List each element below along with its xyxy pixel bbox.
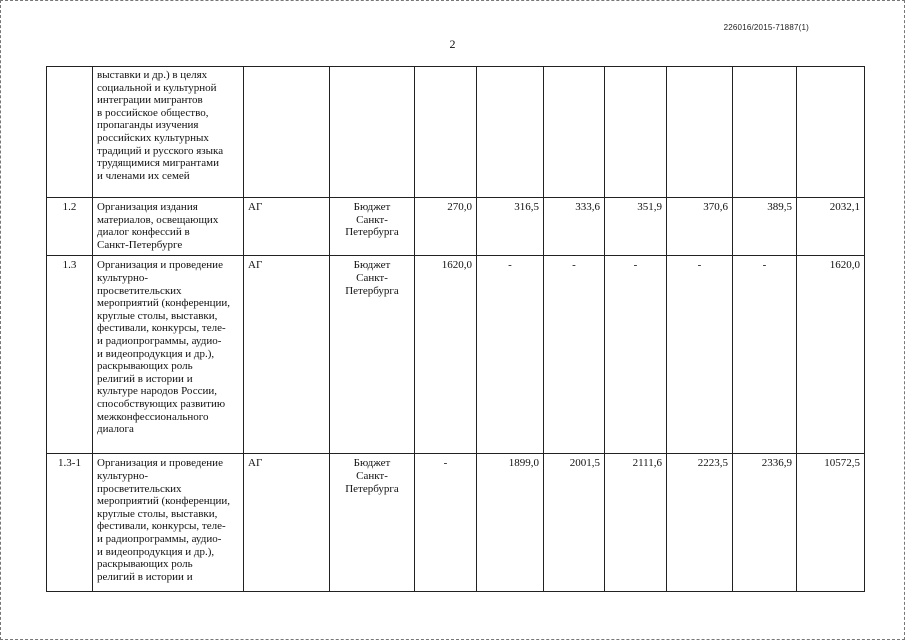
value-year-5: -	[667, 256, 733, 454]
value-year-3: -	[544, 256, 605, 454]
table-row	[47, 67, 865, 198]
value-total: 2032,1	[797, 198, 865, 256]
value-year-5	[667, 67, 733, 198]
item-description: Организация и проведение культурно- просветительских мероприятий (конференции, круглые столы, выставки, фестивали, конкурсы, теле- и радиопрограммы, аудио- и видеопродукция и др.), раскрывающих роль религий в истории и	[93, 454, 244, 592]
item-description: Организация издания материалов, освещающих диалог конфессий в Санкт-Петербурге	[93, 198, 244, 256]
value-year-5: 2223,5	[667, 454, 733, 592]
value-year-6	[733, 67, 797, 198]
item-number	[47, 67, 93, 198]
item-number: 1.3-1	[47, 454, 93, 592]
value-year-2	[477, 67, 544, 198]
item-description: выставки и др.) в целях социальной и культурной интеграции мигрантов в российское общество, пропаганды изучения российских культурных традиций и русского языка трудящимися мигрантами и членами их семей	[93, 67, 244, 198]
value-year-4: 2111,6	[605, 454, 667, 592]
value-year-1: -	[415, 454, 477, 592]
value-year-3: 333,6	[544, 198, 605, 256]
item-funding-source: Бюджет Санкт- Петербурга	[330, 198, 415, 256]
value-total	[797, 67, 865, 198]
value-year-2: 1899,0	[477, 454, 544, 592]
value-year-4: 351,9	[605, 198, 667, 256]
value-year-4: -	[605, 256, 667, 454]
item-funding-source: Бюджет Санкт- Петербурга	[330, 454, 415, 592]
page-number: 2	[449, 37, 456, 51]
table-row	[47, 454, 865, 592]
value-year-6: -	[733, 256, 797, 454]
value-year-2: -	[477, 256, 544, 454]
value-year-1	[415, 67, 477, 198]
value-year-2: 316,5	[477, 198, 544, 256]
document-id: 226016/2015-71887(1)	[723, 23, 809, 32]
table-row	[47, 256, 865, 454]
item-number: 1.3	[47, 256, 93, 454]
item-executor	[244, 67, 330, 198]
value-year-6: 389,5	[733, 198, 797, 256]
item-executor: АГ	[244, 454, 330, 592]
item-description: Организация и проведение культурно- просветительских мероприятий (конференции, круглые столы, выставки, фестивали, конкурсы, теле- и радиопрограммы, аудио- и видеопродукция и др.), раскрывающих роль религий в истории и культуре народов России, способствующих развитию межконфессионального диалога	[93, 256, 244, 454]
program-table	[46, 66, 865, 592]
value-year-5: 370,6	[667, 198, 733, 256]
value-year-3: 2001,5	[544, 454, 605, 592]
item-funding-source	[330, 67, 415, 198]
item-number: 1.2	[47, 198, 93, 256]
value-year-1: 1620,0	[415, 256, 477, 454]
table-row	[47, 198, 865, 256]
item-executor: АГ	[244, 256, 330, 454]
value-year-6: 2336,9	[733, 454, 797, 592]
item-executor: АГ	[244, 198, 330, 256]
value-year-1: 270,0	[415, 198, 477, 256]
item-funding-source: Бюджет Санкт- Петербурга	[330, 256, 415, 454]
value-year-4	[605, 67, 667, 198]
value-total: 1620,0	[797, 256, 865, 454]
value-total: 10572,5	[797, 454, 865, 592]
value-year-3	[544, 67, 605, 198]
